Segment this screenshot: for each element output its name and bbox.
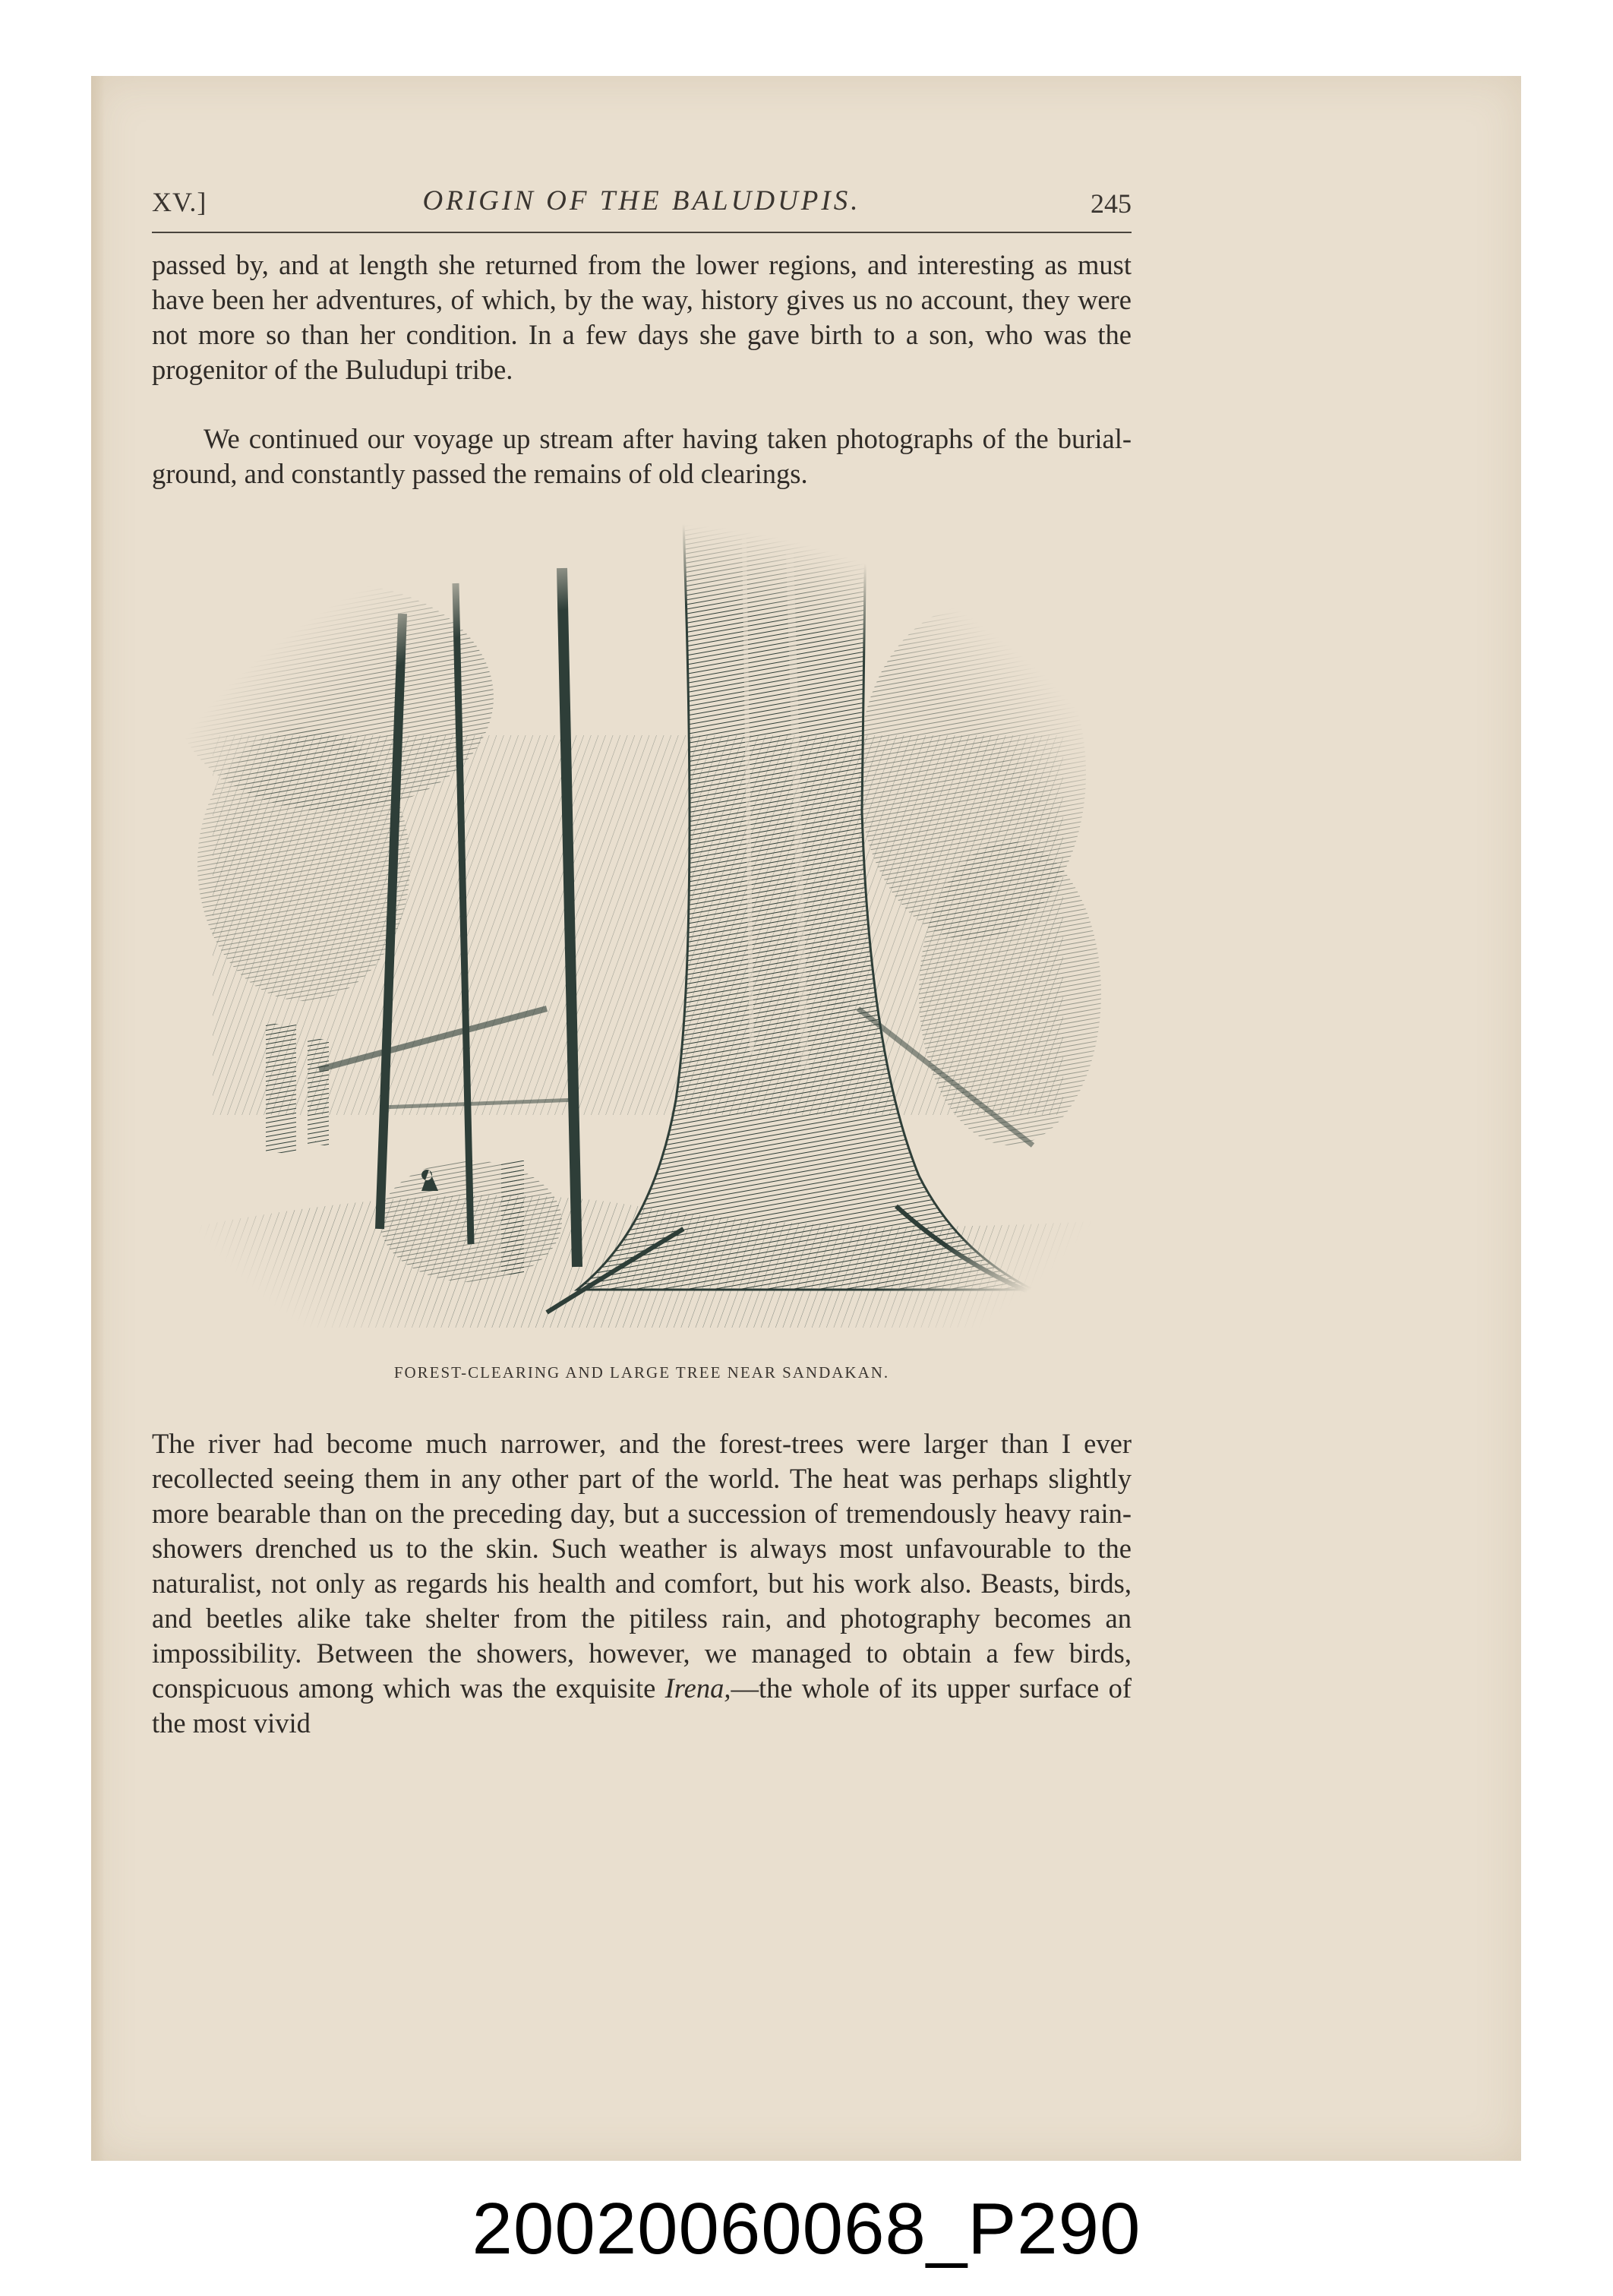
paragraph-3: [152, 1426, 1132, 1741]
paragraph-3-continuation: —the whole of its upper surface of the most vivid: [152, 1672, 1132, 1739]
paragraph-1: passed by, and at length she returned from the lower regions, and interesting as must have been her adventures, of which, by the way, history gives us no account, they were not more so than her condition. In a few days she gave birth to a son, who was the progenitor of the Buludupi tribe.: [152, 249, 1132, 385]
chapter-number: XV.]: [152, 187, 207, 217]
forest-clearing-engraving: [152, 523, 1132, 1347]
figure-caption: FOREST-CLEARING AND LARGE TREE NEAR SANDAKAN.: [393, 1363, 890, 1382]
archive-identifier: 20020060068_P290: [472, 2188, 1141, 2269]
page-number: 245: [1091, 188, 1132, 219]
page-edge-shadow: [91, 76, 105, 2161]
italic-species-name: Irena,: [664, 1672, 731, 1704]
paragraph-2: We continued our voyage up stream after having taken photographs of the burial-ground, and constantly passed the remains of old clearings.: [152, 423, 1132, 489]
header-rule: [152, 232, 1132, 233]
engraving-illustration: [152, 523, 1132, 1347]
running-header: [152, 180, 1132, 226]
paragraph-3-text: The river had become much narrower, and the forest-trees were larger than I ever recollected seeing them in any other part of the world. The heat was perhaps slightly more bearable than on the preceding day, but a succession of tremendously heavy rain-showers drenched us to the skin. Such weather is always most unfavourable to the naturalist, not only as regards his health and comfort, but his work also. Beasts, birds, and beetles alike take shelter from the pitiless rain, and photography becomes an impossibility. Between the showers, however, we managed to obtain a few birds, conspicuous among which was the exquisite: [152, 1428, 1132, 1704]
running-title: ORIGIN OF THE BALUDUPIS.: [422, 185, 861, 216]
